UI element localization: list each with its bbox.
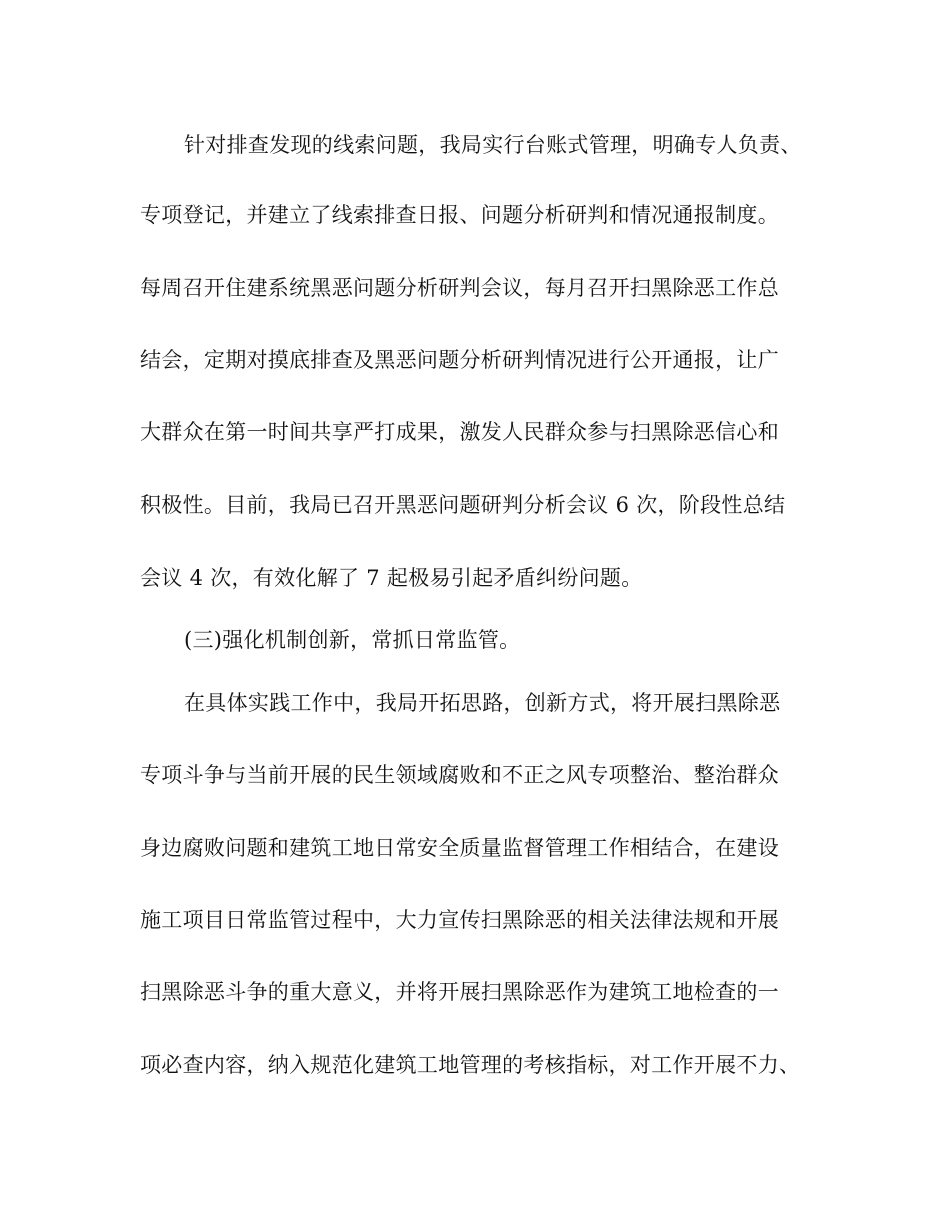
paragraph-line: 扫黑除恶斗争的重大意义，并将开展扫黑除恶作为建筑工地检查的一 [140, 980, 779, 1004]
paragraph-line: 积极性。目前，我局已召开黑恶问题研判分析会议 6 次，阶段性总结 [140, 493, 786, 517]
paragraph-line: 施工项目日常监管过程中，大力宣传扫黑除恶的相关法律法规和开展 [140, 908, 779, 932]
paragraph-line: 结会，定期对摸底排查及黑恶问题分析研判情况进行公开通报，让广 [140, 348, 779, 372]
section-heading: (三)强化机制创新，常抓日常监管。 [184, 628, 521, 652]
paragraph-line: 在具体实践工作中，我局开拓思路，创新方式，将开展扫黑除恶 [184, 691, 781, 715]
paragraph-line: 针对排查发现的线索问题，我局实行台账式管理，明确专人负责、 [184, 133, 802, 157]
paragraph-line: 会议 4 次，有效化解了 7 起极易引起矛盾纠纷问题。 [140, 566, 643, 590]
paragraph-line: 专项斗争与当前开展的民生领域腐败和不正之风专项整治、整治群众 [140, 763, 779, 787]
paragraph-line: 专项登记，并建立了线索排查日报、问题分析研判和情况通报制度。 [140, 203, 779, 227]
paragraph-line: 大群众在第一时间共享严打成果，激发人民群众参与扫黑除恶信心和 [140, 420, 779, 444]
paragraph-line: 项必查内容，纳入规范化建筑工地管理的考核指标，对工作开展不力、 [140, 1053, 801, 1077]
paragraph-line: 身边腐败问题和建筑工地日常安全质量监督管理工作相结合，在建设 [140, 836, 779, 860]
paragraph-line: 每周召开住建系统黑恶问题分析研判会议，每月召开扫黑除恶工作总 [140, 276, 779, 300]
